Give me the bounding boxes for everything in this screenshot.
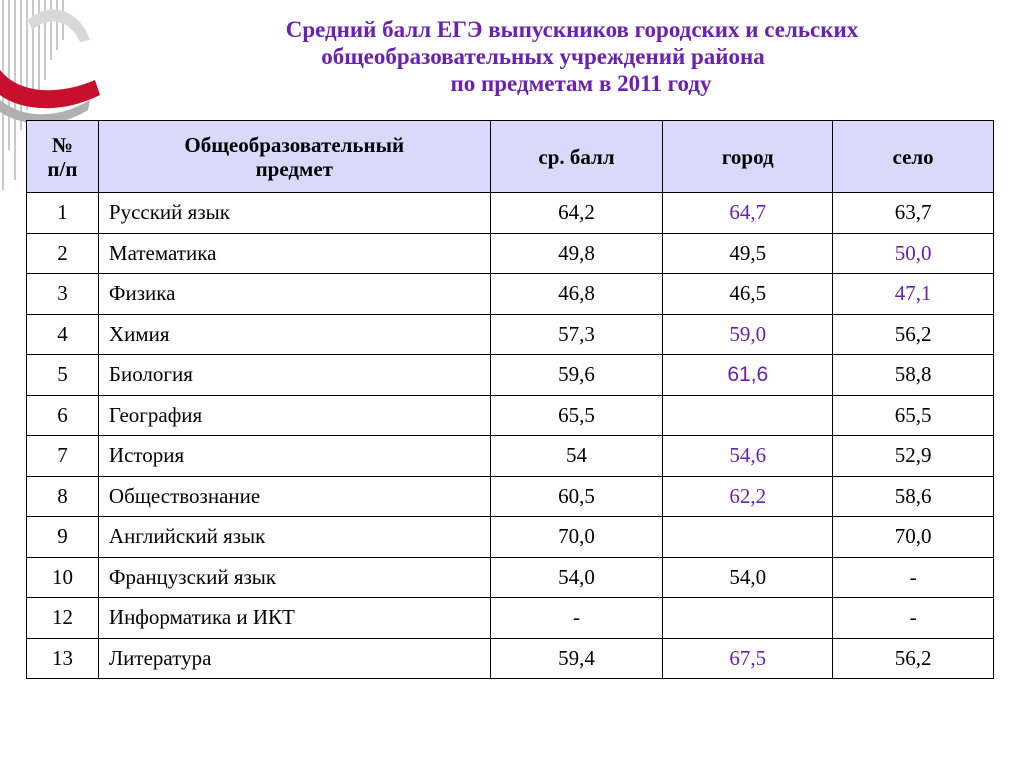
cell-subject: Физика bbox=[98, 274, 490, 315]
header-num bbox=[27, 121, 99, 193]
cell-num: 4 bbox=[27, 314, 99, 355]
header-num-line1: № bbox=[51, 132, 73, 157]
table-row bbox=[27, 395, 994, 436]
table-row bbox=[27, 557, 994, 598]
cell-subject: Биология bbox=[98, 355, 490, 396]
cell-subject: Обществознание bbox=[98, 476, 490, 517]
cell-num: 3 bbox=[27, 274, 99, 315]
table-row bbox=[27, 355, 994, 396]
cell-avg: 60,5 bbox=[490, 476, 663, 517]
cell-city: 67,5 bbox=[663, 638, 833, 679]
header-village: село bbox=[833, 121, 994, 193]
cell-village: 63,7 bbox=[833, 193, 994, 234]
table-row bbox=[27, 314, 994, 355]
cell-village: - bbox=[833, 598, 994, 639]
table-body bbox=[27, 193, 994, 679]
cell-subject: Математика bbox=[98, 233, 490, 274]
cell-village: 56,2 bbox=[833, 314, 994, 355]
cell-avg: 49,8 bbox=[490, 233, 663, 274]
cell-avg: 59,4 bbox=[490, 638, 663, 679]
cell-num: 13 bbox=[27, 638, 99, 679]
cell-subject: Французский язык bbox=[98, 557, 490, 598]
cell-avg: 64,2 bbox=[490, 193, 663, 234]
cell-village: 70,0 bbox=[833, 517, 994, 558]
title-line-2: общеобразовательных учреждений района bbox=[321, 44, 765, 69]
table-row bbox=[27, 193, 994, 234]
cell-avg: 70,0 bbox=[490, 517, 663, 558]
cell-num: 8 bbox=[27, 476, 99, 517]
cell-village: 58,8 bbox=[833, 355, 994, 396]
cell-num: 1 bbox=[27, 193, 99, 234]
table-row bbox=[27, 436, 994, 477]
scores-table bbox=[26, 120, 994, 679]
cell-num: 7 bbox=[27, 436, 99, 477]
page-title bbox=[100, 16, 1024, 97]
cell-subject: Русский язык bbox=[98, 193, 490, 234]
header-subject bbox=[98, 121, 490, 193]
table-row bbox=[27, 274, 994, 315]
cell-village: 65,5 bbox=[833, 395, 994, 436]
cell-subject: География bbox=[98, 395, 490, 436]
cell-village: 52,9 bbox=[833, 436, 994, 477]
table-row bbox=[27, 233, 994, 274]
cell-city: 61,6 bbox=[663, 355, 833, 396]
cell-village: 58,6 bbox=[833, 476, 994, 517]
cell-avg: 54,0 bbox=[490, 557, 663, 598]
cell-city bbox=[663, 517, 833, 558]
cell-num: 5 bbox=[27, 355, 99, 396]
cell-avg: 46,8 bbox=[490, 274, 663, 315]
cell-num: 9 bbox=[27, 517, 99, 558]
cell-num: 12 bbox=[27, 598, 99, 639]
cell-city bbox=[663, 598, 833, 639]
cell-city: 59,0 bbox=[663, 314, 833, 355]
cell-subject: Информатика и ИКТ bbox=[98, 598, 490, 639]
table-row bbox=[27, 476, 994, 517]
cell-avg: 59,6 bbox=[490, 355, 663, 396]
cell-city: 54,0 bbox=[663, 557, 833, 598]
cell-city: 49,5 bbox=[663, 233, 833, 274]
cell-num: 2 bbox=[27, 233, 99, 274]
header-num-line2: п/п bbox=[47, 156, 78, 181]
cell-city: 46,5 bbox=[663, 274, 833, 315]
table-header-row bbox=[27, 121, 994, 193]
cell-avg: - bbox=[490, 598, 663, 639]
cell-city: 54,6 bbox=[663, 436, 833, 477]
table-row bbox=[27, 517, 994, 558]
header-avg: ср. балл bbox=[490, 121, 663, 193]
table-row bbox=[27, 638, 994, 679]
cell-village: - bbox=[833, 557, 994, 598]
header-subject-line1: Общеобразовательный bbox=[184, 132, 405, 157]
cell-subject: Английский язык bbox=[98, 517, 490, 558]
cell-num: 10 bbox=[27, 557, 99, 598]
cell-city bbox=[663, 395, 833, 436]
header-city: город bbox=[663, 121, 833, 193]
cell-num: 6 bbox=[27, 395, 99, 436]
cell-subject: История bbox=[98, 436, 490, 477]
cell-city: 64,7 bbox=[663, 193, 833, 234]
cell-subject: Химия bbox=[98, 314, 490, 355]
cell-village: 56,2 bbox=[833, 638, 994, 679]
cell-village: 50,0 bbox=[833, 233, 994, 274]
cell-avg: 54 bbox=[490, 436, 663, 477]
header-subject-line2: предмет bbox=[255, 156, 333, 181]
cell-city: 62,2 bbox=[663, 476, 833, 517]
cell-subject: Литература bbox=[98, 638, 490, 679]
title-line-1: Средний балл ЕГЭ выпускников городских и сельских bbox=[285, 17, 859, 42]
cell-village: 47,1 bbox=[833, 274, 994, 315]
cell-avg: 65,5 bbox=[490, 395, 663, 436]
cell-avg: 57,3 bbox=[490, 314, 663, 355]
title-line-3: по предметам в 2011 году bbox=[450, 71, 712, 96]
table-row bbox=[27, 598, 994, 639]
